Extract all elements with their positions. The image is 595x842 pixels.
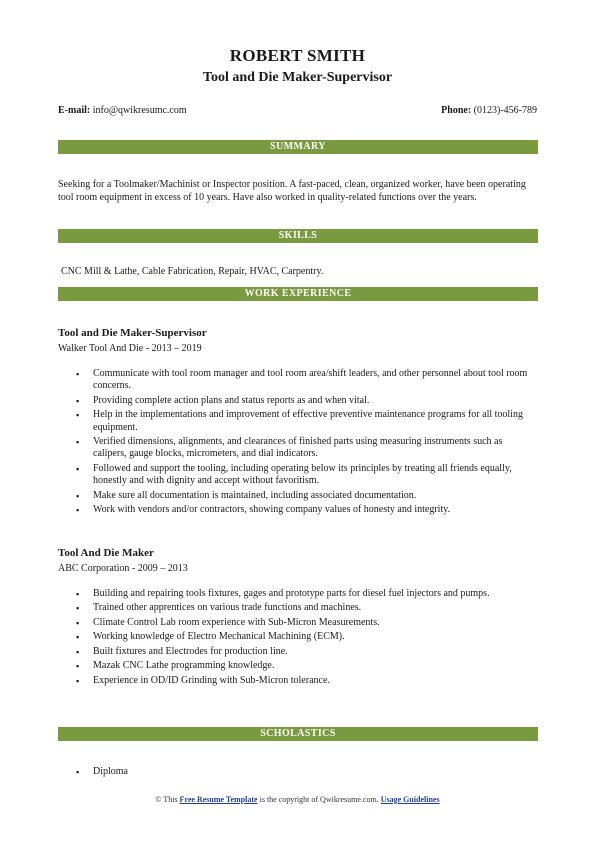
free-resume-template-link[interactable]: Free Resume Template bbox=[179, 795, 258, 804]
list-item: ▪ Climate Control Lab room experience with Sub-Micron Measurements. bbox=[76, 617, 536, 629]
job-title: Tool And Die Maker bbox=[58, 547, 154, 559]
phone-value: (0123)-456-789 bbox=[473, 105, 537, 116]
usage-guidelines-link[interactable]: Usage Guidelines bbox=[380, 795, 440, 804]
email-value[interactable]: info@qwikresumc.com bbox=[92, 105, 187, 116]
list-item: ▪ Built fixtures and Electrodes for production line. bbox=[76, 646, 536, 658]
list-item: ▪ Work with vendors and/or contractors, showing company values of honesty and integrity. bbox=[76, 504, 536, 516]
list-item: ▪ Experience in OD/ID Grinding with Sub-Micron tolerance. bbox=[76, 675, 536, 687]
resume-header bbox=[0, 0, 595, 87]
footer-prefix: © This bbox=[155, 795, 180, 804]
list-item: ▪ Mazak CNC Lathe programming knowledge. bbox=[76, 660, 536, 672]
list-item: ▪ Communicate with tool room manager and tool room area/shift leaders, and other personnel about tool room concerns. bbox=[76, 368, 536, 393]
scholastics-list bbox=[76, 766, 536, 780]
candidate-title: Tool and Die Maker-Supervisor bbox=[202, 70, 393, 85]
list-item: ▪ Trained other apprentices on various trade functions and machines. bbox=[76, 602, 536, 614]
email-block bbox=[58, 104, 187, 118]
section-header-summary: SUMMARY bbox=[58, 140, 538, 154]
job-company-dates: Walker Tool And Die - 2013 – 2019 bbox=[58, 343, 202, 354]
job-bullets bbox=[76, 368, 536, 519]
footer-middle: is the copyright of Qwikresume.com. bbox=[257, 795, 381, 804]
section-header-skills: SKILLS bbox=[58, 229, 538, 243]
section-header-work-experience: WORK EXPERIENCE bbox=[58, 287, 538, 301]
job-title: Tool and Die Maker-Supervisor bbox=[58, 327, 207, 339]
list-item: ▪ Building and repairing tools fixtures, gages and prototype parts for diesel fuel injectors and pumps. bbox=[76, 588, 536, 600]
list-item: ▪ Diploma bbox=[76, 766, 536, 778]
list-item: ▪ Help in the implementations and improvement of effective preventive maintenance programs for all tooling equipment. bbox=[76, 409, 536, 434]
list-item: ▪ Make sure all documentation is maintained, including associated documentation. bbox=[76, 490, 536, 502]
list-item: ▪ Working knowledge of Electro Mechanical Machining (ECM). bbox=[76, 631, 536, 643]
skills-text: CNC Mill & Lathe, Cable Fabrication, Repair, HVAC, Carpentry. bbox=[61, 266, 324, 277]
phone-label: Phone: bbox=[441, 105, 472, 116]
list-item: ▪ Followed and support the tooling, including operating below its principles by treating all friends equally, honestly and with dignity and accept without favoritism. bbox=[76, 463, 536, 488]
phone-block bbox=[441, 104, 537, 118]
list-item: ▪ Verified dimensions, alignments, and clearances of finished parts using measuring instruments such as calipers, gauge blocks, micrometers, and dial indicators. bbox=[76, 436, 536, 461]
job-company-dates: ABC Corporation - 2009 – 2013 bbox=[58, 563, 188, 574]
contact-row bbox=[58, 104, 537, 118]
job-bullets bbox=[76, 588, 536, 689]
email-label: E-mail: bbox=[58, 105, 91, 116]
copyright-footer bbox=[0, 795, 595, 804]
list-item: ▪ Providing complete action plans and status reports as and when vital. bbox=[76, 395, 536, 407]
section-header-scholastics: SCHOLASTICS bbox=[58, 727, 538, 741]
candidate-name: ROBERT SMITH bbox=[229, 46, 366, 65]
summary-text: Seeking for a Toolmaker/Machinist or Inspector position. A fast-paced, clean, organized worker, have been operating tool room equipment in excess of 10 years. Have also worked in quality-related functions over the years. bbox=[58, 179, 526, 203]
